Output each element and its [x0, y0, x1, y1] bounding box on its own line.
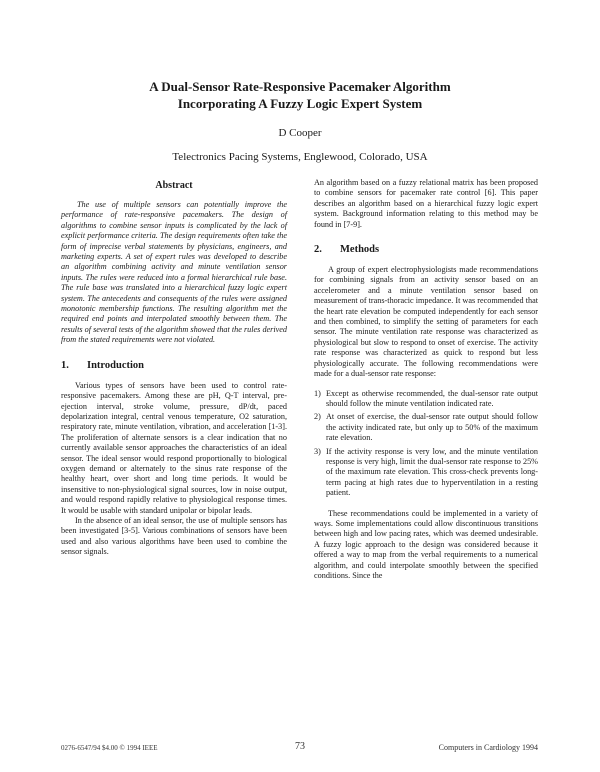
list-item-text: At onset of exercise, the dual-sensor rate output should follow the activity indicated rate, but only up to 50% of the maximum rate elevation.: [326, 412, 538, 443]
intro-paragraph-1: Various types of sensors have been used to control rate-responsive pacemakers. Among these are pH, Q-T interval, pre-ejection interval, stroke volume, pressure, dP/dt, paced depolarization integral, central venous temperature, O2 saturation, respiratory rate, minute ventilation, vibration, and acceleration [1-3]. The proliferation of alternate sensors is a clear indication that no currently available sensor approaches the characteristics of an ideal sensor. The ideal sensor would respond proportionally to biological oxygen demand or alternately to the sinus rate response of the healthy heart, over short and long time periods. It would be insensitive to non-physiological signal sources, low in noise output, and would respond rapidly relative to physiological response times. It would be usable with standard unipolar or bipolar leads.: [61, 380, 287, 515]
list-item: [314, 447, 538, 499]
page-number: 73: [295, 741, 305, 752]
section-number: 1.: [61, 359, 69, 371]
recommendations-list: [314, 389, 538, 499]
affiliation: Telectronics Pacing Systems, Englewood, Colorado, USA: [172, 151, 428, 163]
list-item-text: If the activity response is very low, and the minute ventilation response is very high, limit the dual-sensor rate response to 25% of the maximum rate elevation. This cross-check prevents long-term pacing at high rates due to hyperventilation in a resting patient.: [326, 446, 538, 498]
author: D Cooper: [278, 127, 322, 139]
methods-paragraph-1: A group of expert electrophysiologists made recommendations for combining signals from an activity sensor based on an accelerometer and a minute ventilation sensor based on measurement of trans-thoracic impedance. It was recommended that the heart rate elevation be computed independently for each sensor and then combined, to simplify the setting of parameters for each sensor. The minute ventilation rate response was characterized as physiological but slow to respond to onset of exercise. The activity rate response was characterized as quick to respond but less physiologically accurate. The following recommendations were made for a dual-sensor rate response:: [314, 265, 538, 379]
abstract-text: The use of multiple sensors can potentially improve the performance of rate-responsive pacemakers. The design of algorithms to combine sensor inputs is complicated by the lack of explicit performance criteria. The design requirements often take the form of imprecise verbal statements by physicians, engineers, and marketing experts. A set of expert rules was developed to describe an algorithm combining activity and minute ventilation sensor inputs. The rules were reduced into a formal hierarchical rule base. The rule base was translated into a hierarchical fuzzy logic expert system. The antecedents and consequents of the rules were assigned monotonic membership functions. The resulting algorithm met the required end points and interpolated smoothly between them. The results of several tests of the algorithm showed that the rules derived from the stated requirements were not violated.: [61, 200, 287, 345]
list-item-number: 1): [314, 388, 321, 398]
paper-title-line1: A Dual-Sensor Rate-Responsive Pacemaker Algorithm: [149, 79, 451, 94]
list-item-text: Except as otherwise recommended, the dual-sensor rate output should follow the minute ventilation indicated rate.: [326, 388, 538, 408]
footer-journal: Computers in Cardiology 1994: [438, 743, 538, 752]
list-item-number: 2): [314, 412, 321, 422]
section-title: Methods: [340, 244, 380, 256]
list-item-number: 3): [314, 446, 321, 456]
section-title: Introduction: [87, 359, 144, 371]
left-column: [61, 178, 287, 558]
footer-copyright: 0276-6547/94 $4.00 © 1994 IEEE: [61, 744, 158, 752]
right-column: [314, 178, 538, 581]
section-number: 2.: [314, 244, 322, 256]
intro-paragraph-2: In the absence of an ideal sensor, the use of multiple sensors has been investigated [3-5]. Various combinations of sensors have been used and also various algorithms have been used to combine the sensor signals.: [61, 515, 287, 557]
section-methods-heading: [314, 244, 538, 255]
section-introduction-heading: [61, 360, 287, 371]
paper-title-line2: Incorporating A Fuzzy Logic Expert System: [177, 96, 423, 111]
abstract-heading: Abstract: [155, 180, 193, 191]
right-intro-paragraph: An algorithm based on a fuzzy relational matrix has been proposed to combine sensors for pacemaker rate control [6]. This paper describes an algorithm based on a hierarchical fuzzy logic expert system. Background information relating to this method may be found in [7-9].: [314, 178, 538, 229]
list-item: [314, 389, 538, 410]
list-item: [314, 412, 538, 443]
methods-paragraph-2: These recommendations could be implemented in a variety of ways. Some implementations could allow discontinuous transitions between high and low pacing rates, which was deemed undesirable. A fuzzy logic approach to the design was considered because it offered a way to map from the verbal requirements to a numerical algorithm, and could interpolate smoothly between the specified conditions. Since the: [314, 508, 538, 580]
